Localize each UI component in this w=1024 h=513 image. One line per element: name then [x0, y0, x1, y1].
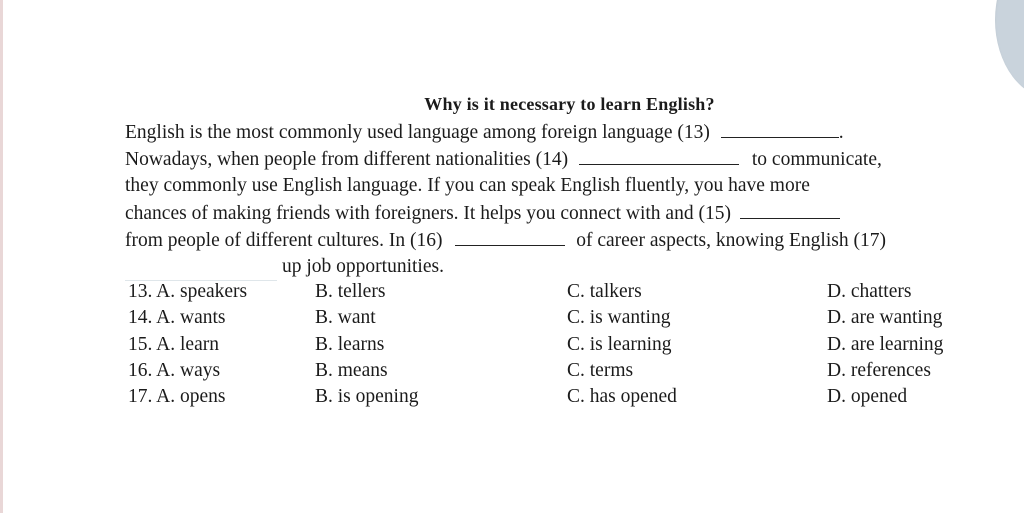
q17-option-c: C. has opened: [567, 386, 677, 407]
q16-option-a: 16. A. ways: [128, 360, 221, 381]
passage-line-2-start: Nowadays, when people from different nationalities (14): [125, 149, 569, 170]
blank-13: [721, 120, 839, 138]
passage-line-3: they commonly use English language. If you can speak English fluently, you have more: [125, 175, 810, 196]
passage-line-5-start: from people of different cultures. In (16): [125, 230, 443, 251]
q15-option-d: D. are learning: [827, 334, 944, 355]
q17-option-a: 17. A. opens: [128, 386, 226, 407]
q13-option-c: C. talkers: [567, 281, 642, 302]
q13-option-d: D. chatters: [827, 281, 912, 302]
passage-line-1-end: .: [838, 122, 844, 143]
passage-line-5-mid: of career aspects, knowing English (17): [576, 230, 886, 251]
passage-line-6: up job opportunities.: [282, 256, 444, 277]
q16-option-c: C. terms: [567, 360, 634, 381]
q16-option-b: B. means: [315, 360, 388, 381]
passage-line-1-text: English is the most commonly used language among foreign language (13): [125, 122, 710, 143]
q17-option-d: D. opened: [827, 386, 908, 407]
blank-15: [740, 201, 840, 219]
page-left-edge: [0, 0, 3, 513]
q15-option-c: C. is learning: [567, 334, 672, 355]
passage-line-4: [125, 201, 840, 226]
corner-decoration: [995, 0, 1024, 100]
q13-option-a: 13. A. speakers: [128, 281, 248, 302]
passage-line-2: [125, 147, 882, 172]
q16-option-d: D. references: [827, 360, 931, 381]
passage-line-1: [125, 120, 844, 145]
q15-option-b: B. learns: [315, 334, 385, 355]
passage-line-2-end: to communicate,: [751, 149, 882, 170]
q14-option-b: B. want: [315, 307, 376, 328]
passage-line-5: [125, 228, 886, 253]
passage-line-4-text: chances of making friends with foreigners. It helps you connect with and (15): [125, 203, 731, 224]
blank-16: [455, 228, 565, 246]
q14-option-c: C. is wanting: [567, 307, 671, 328]
q17-option-b: B. is opening: [315, 386, 419, 407]
q15-option-a: 15. A. learn: [128, 334, 219, 355]
q14-option-d: D. are wanting: [827, 307, 943, 328]
blank-14: [579, 147, 739, 165]
worksheet-title: Why is it necessary to learn English?: [424, 94, 715, 114]
q13-option-b: B. tellers: [315, 281, 386, 302]
q14-option-a: 14. A. wants: [128, 307, 226, 328]
